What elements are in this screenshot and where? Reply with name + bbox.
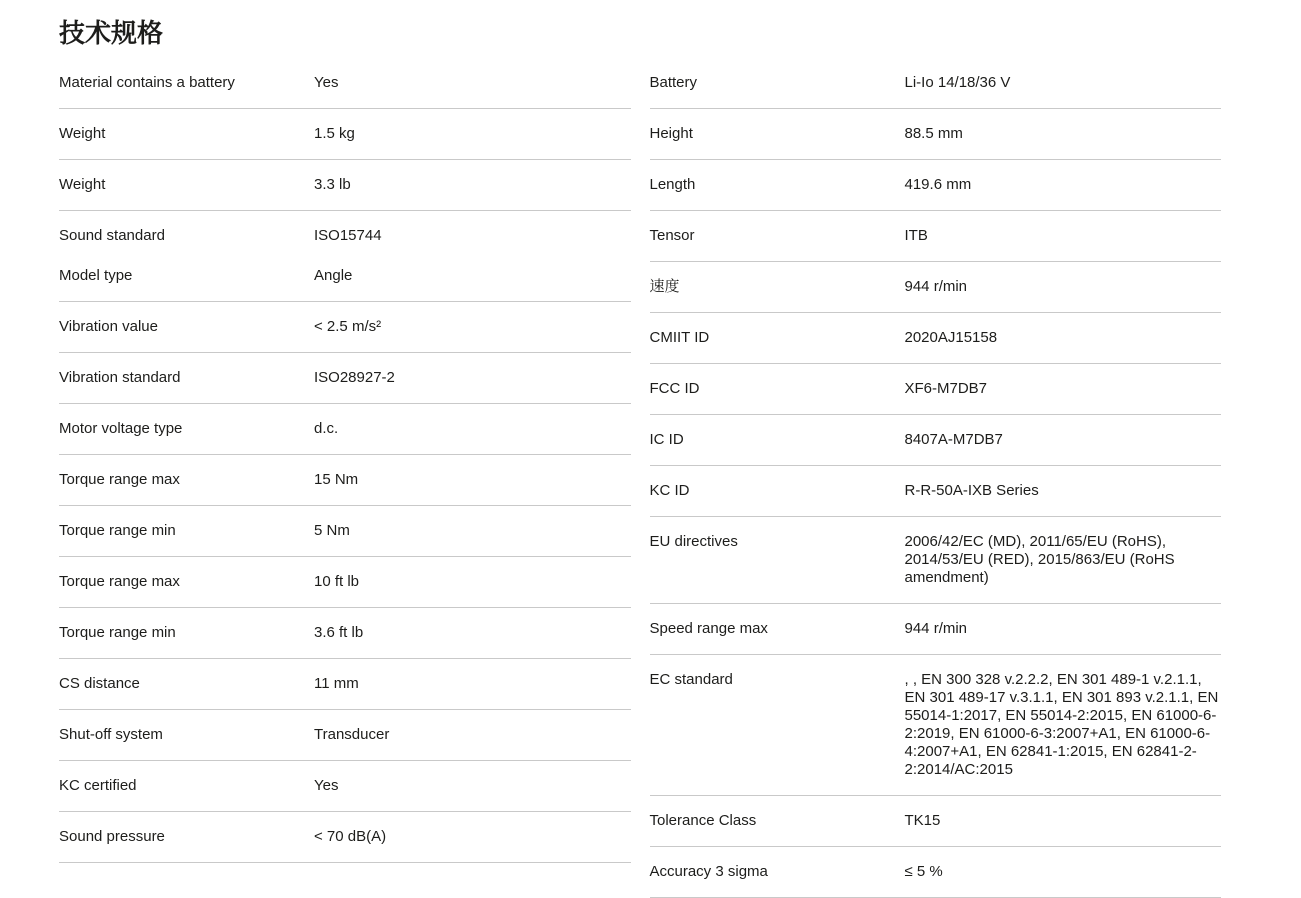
spec-section bbox=[59, 302, 631, 353]
spec-label: Speed range max bbox=[649, 620, 768, 637]
spec-label: Sound pressure bbox=[59, 828, 165, 845]
spec-row bbox=[650, 58, 1222, 108]
spec-value: 8407A-M7DB7 bbox=[904, 431, 1003, 448]
spec-value: 944 r/min bbox=[904, 278, 968, 295]
spec-section bbox=[650, 847, 1222, 898]
spec-label: EC standard bbox=[649, 671, 733, 688]
spec-value: ITB bbox=[904, 227, 928, 244]
spec-row bbox=[650, 847, 1222, 897]
spec-label: KC certified bbox=[59, 777, 137, 794]
spec-label: Shut-off system bbox=[59, 726, 163, 743]
spec-row bbox=[59, 557, 631, 607]
spec-section bbox=[59, 404, 631, 455]
spec-section bbox=[59, 761, 631, 812]
spec-section bbox=[650, 517, 1222, 604]
spec-section bbox=[59, 109, 631, 160]
spec-column-left bbox=[59, 58, 631, 863]
spec-label: Tensor bbox=[649, 227, 695, 244]
spec-row bbox=[59, 58, 631, 108]
spec-section bbox=[59, 353, 631, 404]
spec-section bbox=[650, 262, 1222, 313]
spec-label: FCC ID bbox=[649, 380, 700, 397]
spec-section bbox=[650, 58, 1222, 109]
spec-section bbox=[650, 466, 1222, 517]
spec-value: XF6-M7DB7 bbox=[904, 380, 988, 397]
spec-value: 88.5 mm bbox=[904, 125, 963, 142]
spec-table bbox=[59, 58, 1221, 898]
spec-label: Model type bbox=[59, 267, 133, 284]
spec-row bbox=[59, 302, 631, 352]
spec-row bbox=[650, 211, 1222, 261]
spec-row bbox=[650, 313, 1222, 363]
spec-row bbox=[59, 109, 631, 159]
spec-value: d.c. bbox=[314, 420, 339, 437]
spec-label: Accuracy 3 sigma bbox=[649, 863, 768, 880]
spec-section bbox=[650, 604, 1222, 655]
spec-label: Sound standard bbox=[59, 227, 165, 244]
spec-section bbox=[650, 796, 1222, 847]
spec-value: Transducer bbox=[314, 726, 390, 743]
spec-section bbox=[650, 211, 1222, 262]
spec-value: 10 ft lb bbox=[314, 573, 360, 590]
spec-row bbox=[59, 216, 631, 256]
spec-section bbox=[650, 655, 1222, 796]
spec-value: 5 Nm bbox=[314, 522, 350, 539]
spec-section bbox=[650, 109, 1222, 160]
spec-label: Weight bbox=[59, 176, 106, 193]
spec-section bbox=[59, 58, 631, 109]
spec-row bbox=[59, 608, 631, 658]
spec-label: Torque range max bbox=[59, 471, 180, 488]
spec-value: < 2.5 m/s² bbox=[314, 318, 382, 335]
spec-value: 3.6 ft lb bbox=[314, 624, 364, 641]
spec-value: Li-Io 14/18/36 V bbox=[904, 74, 1011, 91]
spec-section bbox=[650, 160, 1222, 211]
spec-row bbox=[650, 160, 1222, 210]
spec-value: 1.5 kg bbox=[314, 125, 355, 142]
spec-label: Torque range max bbox=[59, 573, 180, 590]
spec-value: , , EN 300 328 v.2.2.2, EN 301 489-1 v.2.1.1, EN 301 489-17 v.3.1.1, EN 301 893 v.2.1.1, EN 55014-1:2017, EN 55014-2:2015, EN 61000-6-2:2019, EN 61000-6-3:2007+A1, EN 61000-6-4:2007+A1, EN 62841-1:2015, EN 62841-2-2:2014/AC:2015 bbox=[904, 671, 1219, 778]
spec-label: Vibration standard bbox=[59, 369, 181, 386]
spec-label: Motor voltage type bbox=[59, 420, 183, 437]
spec-value: 15 Nm bbox=[314, 471, 359, 488]
spec-value: ≤ 5 % bbox=[904, 863, 943, 880]
spec-value: < 70 dB(A) bbox=[314, 828, 387, 845]
spec-row bbox=[650, 415, 1222, 465]
spec-value: Yes bbox=[314, 777, 339, 794]
spec-label: Height bbox=[649, 125, 693, 142]
spec-row bbox=[59, 710, 631, 760]
spec-label: Battery bbox=[649, 74, 698, 91]
spec-section bbox=[650, 364, 1222, 415]
spec-section bbox=[650, 415, 1222, 466]
spec-value: 944 r/min bbox=[904, 620, 968, 637]
spec-row bbox=[59, 256, 631, 296]
spec-label: Weight bbox=[59, 125, 106, 142]
spec-section bbox=[59, 160, 631, 211]
spec-row bbox=[59, 506, 631, 556]
spec-row bbox=[650, 796, 1222, 846]
spec-label: Tolerance Class bbox=[649, 812, 757, 829]
spec-section bbox=[59, 659, 631, 710]
spec-section bbox=[650, 313, 1222, 364]
spec-row bbox=[59, 404, 631, 454]
spec-section bbox=[59, 812, 631, 863]
spec-value: Angle bbox=[314, 267, 353, 284]
spec-section bbox=[59, 211, 631, 302]
spec-row bbox=[650, 109, 1222, 159]
spec-label: EU directives bbox=[649, 533, 738, 550]
spec-value: 3.3 lb bbox=[314, 176, 351, 193]
spec-value: ISO28927-2 bbox=[314, 369, 395, 386]
spec-row bbox=[650, 262, 1222, 312]
spec-row bbox=[59, 160, 631, 210]
spec-row bbox=[650, 466, 1222, 516]
spec-value: Yes bbox=[314, 74, 339, 91]
spec-value: 2006/42/EC (MD), 2011/65/EU (RoHS), 2014/53/EU (RED), 2015/863/EU (RoHS amendment) bbox=[904, 533, 1175, 586]
spec-label: IC ID bbox=[649, 431, 684, 448]
spec-label: CMIIT ID bbox=[649, 329, 710, 346]
spec-value: ISO15744 bbox=[314, 227, 382, 244]
spec-label: Torque range min bbox=[59, 522, 176, 539]
spec-value: 2020AJ15158 bbox=[904, 329, 998, 346]
spec-section bbox=[59, 710, 631, 761]
spec-label: Material contains a battery bbox=[59, 74, 235, 91]
spec-section bbox=[59, 608, 631, 659]
spec-section bbox=[59, 506, 631, 557]
spec-value: 11 mm bbox=[314, 675, 359, 692]
spec-value: 419.6 mm bbox=[904, 176, 972, 193]
spec-section bbox=[59, 557, 631, 608]
spec-row bbox=[650, 604, 1222, 654]
spec-value: R-R-50A-IXB Series bbox=[904, 482, 1039, 499]
spec-row bbox=[59, 353, 631, 403]
spec-label: 速度 bbox=[649, 278, 680, 295]
spec-label: Length bbox=[649, 176, 696, 193]
spec-label: CS distance bbox=[59, 675, 140, 692]
spec-column-right bbox=[650, 58, 1222, 898]
spec-label: KC ID bbox=[649, 482, 690, 499]
spec-section bbox=[59, 455, 631, 506]
spec-label: Torque range min bbox=[59, 624, 176, 641]
page-title: 技术规格 bbox=[59, 18, 164, 48]
spec-row bbox=[59, 659, 631, 709]
spec-row bbox=[650, 517, 1222, 603]
spec-label: Vibration value bbox=[59, 318, 158, 335]
spec-row bbox=[59, 455, 631, 505]
spec-row bbox=[650, 364, 1222, 414]
spec-value: TK15 bbox=[904, 812, 941, 829]
spec-row bbox=[650, 655, 1222, 795]
spec-row bbox=[59, 761, 631, 811]
spec-row bbox=[59, 812, 631, 862]
